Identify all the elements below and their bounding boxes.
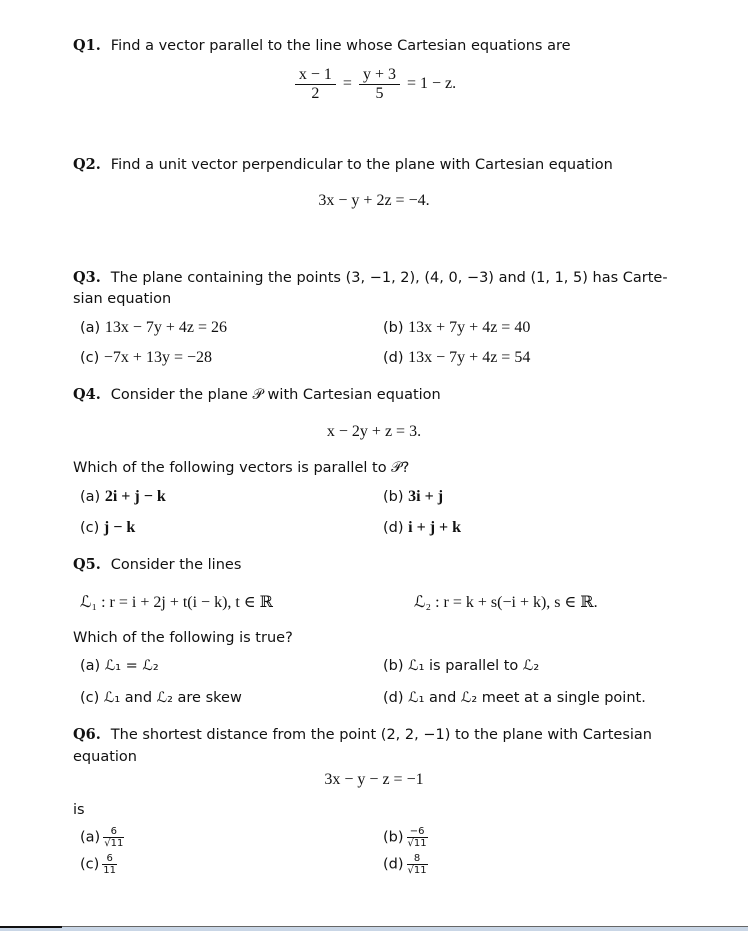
question-text-cont: is [73,802,85,818]
option-value: ℒ₁ is parallel to ℒ₂ [408,658,540,674]
option-d[interactable] [383,349,530,367]
equation: 3x − y − z = −1 [324,771,424,788]
option-label: (c) [80,856,100,873]
denominator: 2 [311,85,320,102]
equation [0,66,748,103]
question-text: The plane containing the points (3, −1, 2), (4, 0, −3) and (1, 1, 5) has Carte- [110,270,668,286]
question-text-cont: equation [73,749,137,765]
option-label: (b) [383,829,404,846]
equation-rest: = 1 − z. [406,75,457,93]
option-label: (c) [80,520,100,536]
option-value: 13x + 7y + 4z = 40 [408,319,531,336]
line-l2: ℒ₂ : r = k + s(−i + k), s ∈ ℝ. [414,594,598,611]
option-label: (a) [80,829,101,846]
option-value: j − k [103,519,136,536]
numerator: 8 [407,853,428,865]
option-value: ℒ₁ and ℒ₂ meet at a single point. [408,690,646,706]
option-label: (d) [383,690,404,706]
option-c[interactable] [80,349,212,367]
option-value: 13x − 7y + 4z = 54 [408,349,531,366]
numerator: 6 [103,826,124,838]
option-value: 2i + j − k [104,488,166,505]
option-b[interactable] [383,826,431,849]
option-b[interactable] [383,319,530,337]
denominator: √11 [407,838,427,849]
denominator: 11 [103,865,117,876]
option-value: −7x + 13y = −28 [103,349,212,366]
divider [0,926,62,928]
option-d[interactable] [383,853,431,876]
equation: x − 2y + z = 3. [326,423,422,440]
option-label: (d) [383,856,404,873]
option-label: (a) [80,320,101,336]
denominator: 5 [375,85,384,102]
option-value: ℒ₁ = ℒ₂ [104,658,159,674]
option-c[interactable] [80,853,120,876]
numerator: −6 [407,826,428,838]
option-value: ℒ₁ and ℒ₂ are skew [103,690,242,706]
option-label: (a) [80,658,101,674]
question-number: Q4. [73,386,101,403]
option-label: (d) [383,520,404,536]
option-label: (c) [80,690,100,706]
equation: 3x − y + 2z = −4. [318,192,430,209]
option-value: i + j + k [408,519,462,536]
equals: = [342,75,352,93]
question-number: Q5. [73,556,101,573]
option-value: 13x − 7y + 4z = 26 [104,319,227,336]
denominator: √11 [104,838,124,849]
question-text-cont: Which of the following is true? [73,630,293,646]
option-label: (c) [80,350,100,366]
question-text: The shortest distance from the point (2, 2, −1) to the plane with Cartesian [110,727,652,743]
numerator: 6 [102,853,117,865]
option-label: (b) [383,489,404,505]
option-c[interactable] [80,690,242,706]
question-number: Q1. [73,37,101,54]
question-text-cont: sian equation [73,291,172,307]
option-a[interactable] [80,826,127,849]
option-a[interactable] [80,488,166,506]
question-text-cont: Which of the following vectors is parallel to 𝒫? [73,460,410,476]
question-text: Consider the lines [110,557,242,573]
window-bottom-edge [0,926,748,931]
option-b[interactable] [383,658,539,674]
line-l1: ℒ₁ : r = i + 2j + t(i − k), t ∈ ℝ [80,594,273,611]
denominator: √11 [407,865,427,876]
question-number: Q3. [73,269,101,286]
question-text: Find a vector parallel to the line whose Cartesian equations are [110,38,571,54]
option-a[interactable] [80,319,227,337]
option-b[interactable] [383,488,443,506]
option-label: (a) [80,489,101,505]
option-d[interactable] [383,519,461,537]
question-text: Find a unit vector perpendicular to the plane with Cartesian equation [110,157,613,173]
question-number: Q6. [73,726,101,743]
option-value: 3i + j [408,488,444,505]
question-number: Q2. [73,156,101,173]
option-label: (b) [383,658,404,674]
option-c[interactable] [80,519,135,537]
option-d[interactable] [383,690,646,706]
numerator: x − 1 [295,66,336,85]
numerator: y + 3 [359,66,400,85]
option-label: (b) [383,320,404,336]
question-text: Consider the plane 𝒫 with Cartesian equation [110,387,441,403]
option-label: (d) [383,350,404,366]
option-a[interactable] [80,658,159,674]
